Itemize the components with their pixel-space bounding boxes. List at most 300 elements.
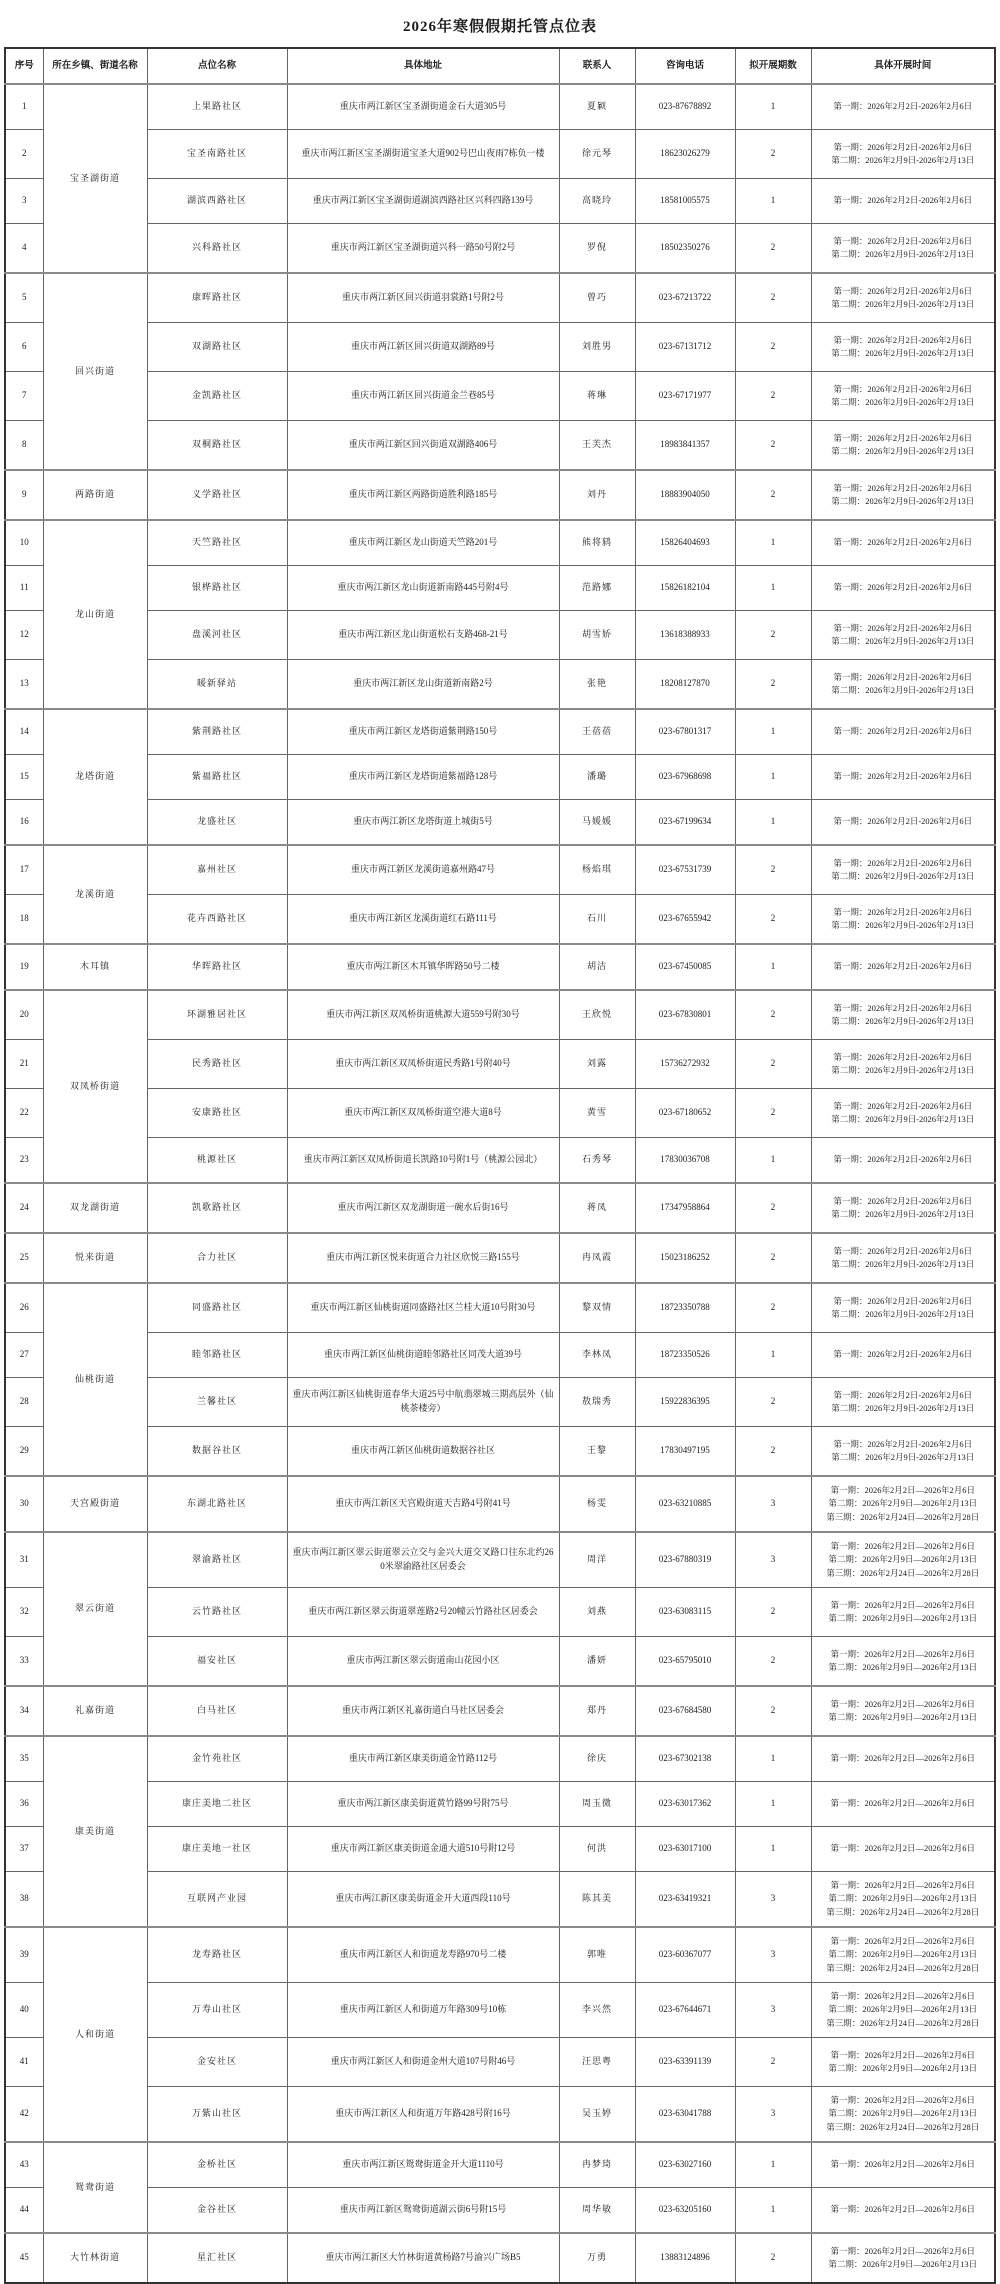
cell-period-count: 1 [735, 179, 811, 224]
column-header-name: 点位名称 [147, 48, 287, 84]
cell-serial-number: 7 [5, 372, 43, 421]
cell-point-name: 紫福路社区 [147, 755, 287, 800]
cell-address: 重庆市两江新区仙桃街道睦邻路社区同茂大道39号 [287, 1333, 559, 1378]
cell-address: 重庆市两江新区龙塔街道紫荆路150号 [287, 709, 559, 755]
schedule-date-line: 第二期：2026年2月9日-2026年2月13日 [831, 1259, 975, 1269]
cell-point-name: 安康路社区 [147, 1089, 287, 1138]
cell-phone-number: 023-67199634 [635, 800, 735, 846]
cell-phone-number: 023-67531739 [635, 845, 735, 895]
cell-schedule-dates [811, 1782, 995, 1827]
schedule-date-line: 第一期：2026年2月2日—2026年2月6日 [830, 1541, 975, 1552]
schedule-date-line: 第一期：2026年2月2日-2026年2月6日 [833, 101, 973, 112]
schedule-date-line: 第二期：2026年2月9日—2026年2月13日 [828, 1498, 978, 1509]
schedule-date-line: 第一期：2026年2月2日-2026年2月6日 [833, 622, 973, 633]
table-row [5, 1532, 995, 1588]
cell-point-name: 金安社区 [147, 2038, 287, 2087]
schedule-date-line: 第二期：2026年2月9日—2026年2月13日 [828, 2259, 978, 2269]
table-row [5, 1333, 995, 1378]
schedule-date-line: 第一期：2026年2月2日-2026年2月6日 [833, 857, 973, 868]
cell-period-count: 2 [735, 273, 811, 323]
cell-contact-person: 陈其美 [559, 1872, 635, 1928]
table-row [5, 755, 995, 800]
cell-serial-number: 24 [5, 1183, 43, 1233]
table-row [5, 1588, 995, 1637]
cell-phone-number: 13883124896 [635, 2233, 735, 2283]
cell-phone-number: 17830036708 [635, 1138, 735, 1184]
cell-serial-number: 28 [5, 1378, 43, 1427]
cell-period-count: 1 [735, 1827, 811, 1872]
cell-serial-number: 1 [5, 84, 43, 130]
cell-serial-number: 42 [5, 2087, 43, 2143]
cell-schedule-dates [811, 1333, 995, 1378]
cell-schedule-dates [811, 130, 995, 179]
cell-address: 重庆市两江新区回兴街道双湖路89号 [287, 323, 559, 372]
cell-period-count: 2 [735, 2233, 811, 2283]
cell-schedule-dates [811, 800, 995, 846]
cell-point-name: 同盛路社区 [147, 1283, 287, 1333]
schedule-date-line: 第一期：2026年2月2日—2026年2月6日 [830, 1991, 975, 2002]
cell-contact-person: 刘丹 [559, 470, 635, 520]
cell-contact-person: 蒋琳 [559, 372, 635, 421]
cell-street-name: 龙塔街道 [43, 709, 147, 845]
cell-serial-number: 11 [5, 566, 43, 611]
cell-serial-number: 31 [5, 1532, 43, 1588]
cell-phone-number: 15922836395 [635, 1378, 735, 1427]
cell-point-name: 嘉州社区 [147, 845, 287, 895]
cell-period-count: 1 [735, 2188, 811, 2234]
cell-street-name: 康美街道 [43, 1736, 147, 1927]
cell-schedule-dates [811, 845, 995, 895]
cell-schedule-dates [811, 2142, 995, 2188]
schedule-date-line: 第一期：2026年2月2日—2026年2月6日 [830, 2159, 975, 2170]
cell-schedule-dates [811, 421, 995, 471]
cell-address: 重庆市两江新区宝圣湖街道兴科一路50号附2号 [287, 224, 559, 274]
table-row [5, 1233, 995, 1283]
cell-schedule-dates [811, 1183, 995, 1233]
schedule-date-line: 第一期：2026年2月2日-2026年2月6日 [833, 1389, 973, 1400]
cell-point-name: 华晖路社区 [147, 944, 287, 990]
cell-period-count: 2 [735, 1040, 811, 1089]
column-header-periods: 拟开展期数 [735, 48, 811, 84]
cell-schedule-dates [811, 1089, 995, 1138]
schedule-date-line: 第二期：2026年2月9日-2026年2月13日 [831, 685, 975, 695]
cell-address: 重庆市两江新区礼嘉街道白马社区居委会 [287, 1686, 559, 1736]
schedule-date-line: 第二期：2026年2月9日—2026年2月13日 [828, 2004, 978, 2015]
cell-period-count: 2 [735, 1183, 811, 1233]
cell-phone-number: 023-63017362 [635, 1782, 735, 1827]
cell-schedule-dates [811, 709, 995, 755]
cell-period-count: 1 [735, 2142, 811, 2188]
schedule-date-line: 第一期：2026年2月2日-2026年2月6日 [833, 816, 973, 827]
cell-phone-number: 023-63210885 [635, 1476, 735, 1532]
cell-address: 重庆市两江新区康美街道金开大道西段110号 [287, 1872, 559, 1928]
cell-schedule-dates [811, 2233, 995, 2283]
cell-address: 重庆市两江新区翠云街道翠莲路2号20幢云竹路社区居委会 [287, 1588, 559, 1637]
cell-period-count: 2 [735, 990, 811, 1040]
cell-serial-number: 4 [5, 224, 43, 274]
cell-point-name: 龙盛社区 [147, 800, 287, 846]
cell-phone-number: 15023186252 [635, 1233, 735, 1283]
table-row [5, 2038, 995, 2087]
schedule-date-line: 第一期：2026年2月2日-2026年2月6日 [833, 1349, 973, 1360]
cell-point-name: 白马社区 [147, 1686, 287, 1736]
cell-period-count: 1 [735, 1138, 811, 1184]
schedule-date-line: 第一期：2026年2月2日-2026年2月6日 [833, 141, 973, 152]
cell-schedule-dates [811, 1983, 995, 2038]
cell-point-name: 互联网产业园 [147, 1872, 287, 1928]
cell-point-name: 天竺路社区 [147, 520, 287, 566]
cell-street-name: 宝圣湖街道 [43, 84, 147, 273]
cell-address: 重庆市两江新区康美街道金通大道510号附12号 [287, 1827, 559, 1872]
table-row [5, 2233, 995, 2283]
cell-schedule-dates [811, 224, 995, 274]
schedule-date-line: 第一期：2026年2月2日-2026年2月6日 [833, 671, 973, 682]
cell-point-name: 数据谷社区 [147, 1427, 287, 1477]
schedule-date-line: 第一期：2026年2月2日-2026年2月6日 [833, 1002, 973, 1013]
cell-period-count: 2 [735, 323, 811, 372]
cell-serial-number: 30 [5, 1476, 43, 1532]
cell-serial-number: 41 [5, 2038, 43, 2087]
cell-phone-number: 023-63083115 [635, 1588, 735, 1637]
cell-schedule-dates [811, 1927, 995, 1983]
cell-period-count: 2 [735, 895, 811, 945]
cell-contact-person: 冉凤霞 [559, 1233, 635, 1283]
cell-schedule-dates [811, 1476, 995, 1532]
cell-phone-number: 023-67131712 [635, 323, 735, 372]
cell-serial-number: 45 [5, 2233, 43, 2283]
schedule-date-line: 第二期：2026年2月9日-2026年2月13日 [831, 1452, 975, 1462]
cell-period-count: 3 [735, 1532, 811, 1588]
table-header-row [5, 48, 995, 84]
cell-phone-number: 023-67830801 [635, 990, 735, 1040]
cell-serial-number: 26 [5, 1283, 43, 1333]
cell-period-count: 2 [735, 611, 811, 660]
column-header-street: 所在乡镇、街道名称 [43, 48, 147, 84]
cell-schedule-dates [811, 895, 995, 945]
cell-address: 重庆市两江新区天宫殿街道天吉路4号附41号 [287, 1476, 559, 1532]
cell-schedule-dates [811, 323, 995, 372]
table-row [5, 1283, 995, 1333]
cell-address: 重庆市两江新区龙山街道新南路2号 [287, 660, 559, 710]
table-row [5, 1637, 995, 1687]
schedule-date-line: 第二期：2026年2月9日-2026年2月13日 [831, 249, 975, 259]
cell-phone-number: 18983841357 [635, 421, 735, 471]
schedule-date-line: 第三期：2026年2月24日—2026年2月28日 [826, 2121, 980, 2132]
cell-phone-number: 023-67171977 [635, 372, 735, 421]
cell-serial-number: 35 [5, 1736, 43, 1782]
table-row [5, 224, 995, 274]
cell-street-name: 人和街道 [43, 1927, 147, 2142]
cell-point-name: 暖新驿站 [147, 660, 287, 710]
cell-serial-number: 3 [5, 179, 43, 224]
schedule-date-line: 第二期：2026年2月9日—2026年2月13日 [828, 1949, 978, 1960]
cell-period-count: 2 [735, 1588, 811, 1637]
cell-serial-number: 13 [5, 660, 43, 710]
cell-contact-person: 胡洁 [559, 944, 635, 990]
cell-period-count: 2 [735, 845, 811, 895]
cell-serial-number: 40 [5, 1983, 43, 2038]
cell-serial-number: 19 [5, 944, 43, 990]
cell-point-name: 银桦路社区 [147, 566, 287, 611]
schedule-date-line: 第一期：2026年2月2日-2026年2月6日 [833, 1051, 973, 1062]
schedule-date-line: 第一期：2026年2月2日—2026年2月6日 [830, 1798, 975, 1809]
schedule-date-line: 第一期：2026年2月2日—2026年2月6日 [830, 1880, 975, 1891]
table-row [5, 566, 995, 611]
cell-address: 重庆市两江新区宝圣湖街道金石大道305号 [287, 84, 559, 130]
cell-contact-person: 杨焰琪 [559, 845, 635, 895]
cell-phone-number: 023-67684580 [635, 1686, 735, 1736]
care-points-table [4, 47, 996, 2284]
cell-address: 重庆市两江新区宝圣湖街道宝圣大道902号巴山夜雨7栋负一楼 [287, 130, 559, 179]
cell-period-count: 1 [735, 520, 811, 566]
cell-street-name: 礼嘉街道 [43, 1686, 147, 1736]
cell-schedule-dates [811, 273, 995, 323]
schedule-date-line: 第一期：2026年2月2日-2026年2月6日 [833, 1295, 973, 1306]
schedule-date-line: 第二期：2026年2月9日-2026年2月13日 [831, 397, 975, 407]
table-row [5, 611, 995, 660]
cell-serial-number: 20 [5, 990, 43, 1040]
schedule-date-line: 第二期：2026年2月9日-2026年2月13日 [831, 1403, 975, 1413]
cell-address: 重庆市两江新区龙山街道新南路445号附4号 [287, 566, 559, 611]
cell-point-name: 金凯路社区 [147, 372, 287, 421]
cell-point-name: 翠渝路社区 [147, 1532, 287, 1588]
cell-point-name: 龙寿路社区 [147, 1927, 287, 1983]
cell-period-count: 2 [735, 130, 811, 179]
cell-point-name: 民秀路社区 [147, 1040, 287, 1089]
schedule-date-line: 第二期：2026年2月9日-2026年2月13日 [831, 871, 975, 881]
schedule-date-line: 第一期：2026年2月2日—2026年2月6日 [830, 2204, 975, 2215]
cell-period-count: 1 [735, 944, 811, 990]
cell-phone-number: 023-67644671 [635, 1983, 735, 2038]
cell-serial-number: 14 [5, 709, 43, 755]
cell-contact-person: 刘燕 [559, 1588, 635, 1637]
cell-point-name: 义学路社区 [147, 470, 287, 520]
cell-serial-number: 9 [5, 470, 43, 520]
cell-serial-number: 38 [5, 1872, 43, 1928]
schedule-date-line: 第一期：2026年2月2日-2026年2月6日 [833, 537, 973, 548]
cell-point-name: 康庄美地二社区 [147, 1782, 287, 1827]
schedule-date-line: 第二期：2026年2月9日—2026年2月13日 [828, 2108, 978, 2119]
cell-contact-person: 王黎 [559, 1427, 635, 1477]
cell-street-name: 龙山街道 [43, 520, 147, 709]
cell-point-name: 星汇社区 [147, 2233, 287, 2283]
cell-schedule-dates [811, 566, 995, 611]
cell-contact-person: 汪思粤 [559, 2038, 635, 2087]
cell-serial-number: 18 [5, 895, 43, 945]
cell-address: 重庆市两江新区悦来街道合力社区欣悦三路155号 [287, 1233, 559, 1283]
cell-point-name: 紫荆路社区 [147, 709, 287, 755]
schedule-date-line: 第一期：2026年2月2日—2026年2月6日 [830, 2245, 975, 2256]
cell-contact-person: 熊将鸫 [559, 520, 635, 566]
cell-phone-number: 18723350526 [635, 1333, 735, 1378]
cell-phone-number: 17347958864 [635, 1183, 735, 1233]
table-row [5, 2188, 995, 2234]
cell-schedule-dates [811, 520, 995, 566]
cell-phone-number: 023-67968698 [635, 755, 735, 800]
cell-period-count: 2 [735, 1427, 811, 1477]
cell-serial-number: 33 [5, 1637, 43, 1687]
table-row [5, 470, 995, 520]
table-row [5, 1927, 995, 1983]
schedule-date-line: 第一期：2026年2月2日—2026年2月6日 [830, 1698, 975, 1709]
cell-address: 重庆市两江新区鸳鸯街道金开大道1110号 [287, 2142, 559, 2188]
cell-street-name: 双龙湖街道 [43, 1183, 147, 1233]
table-row [5, 2087, 995, 2143]
cell-address: 重庆市两江新区双凤桥街道长凯路10号附1号（桃源公园北） [287, 1138, 559, 1184]
schedule-date-line: 第一期：2026年2月2日-2026年2月6日 [833, 961, 973, 972]
schedule-date-line: 第二期：2026年2月9日-2026年2月13日 [831, 299, 975, 309]
schedule-date-line: 第一期：2026年2月2日—2026年2月6日 [830, 1936, 975, 1947]
cell-schedule-dates [811, 755, 995, 800]
cell-address: 重庆市两江新区双凤桥街道桃源大道559号附30号 [287, 990, 559, 1040]
cell-phone-number: 17830497195 [635, 1427, 735, 1477]
cell-contact-person: 罗倪 [559, 224, 635, 274]
cell-serial-number: 44 [5, 2188, 43, 2234]
schedule-date-line: 第二期：2026年2月9日-2026年2月13日 [831, 1114, 975, 1124]
cell-street-name: 大竹林街道 [43, 2233, 147, 2283]
cell-point-name: 盘溪河社区 [147, 611, 287, 660]
cell-period-count: 2 [735, 1686, 811, 1736]
cell-schedule-dates [811, 1532, 995, 1588]
cell-street-name: 鸳鸯街道 [43, 2142, 147, 2233]
cell-contact-person: 李兴然 [559, 1983, 635, 2038]
table-row [5, 800, 995, 846]
cell-phone-number: 18581005575 [635, 179, 735, 224]
table-row [5, 944, 995, 990]
cell-point-name: 万寿山社区 [147, 1983, 287, 2038]
schedule-date-line: 第一期：2026年2月2日-2026年2月6日 [833, 235, 973, 246]
table-row [5, 1089, 995, 1138]
cell-street-name: 天宫殿街道 [43, 1476, 147, 1532]
cell-serial-number: 2 [5, 130, 43, 179]
cell-point-name: 兴科路社区 [147, 224, 287, 274]
cell-serial-number: 12 [5, 611, 43, 660]
cell-street-name: 悦来街道 [43, 1233, 147, 1283]
cell-point-name: 康晖路社区 [147, 273, 287, 323]
cell-schedule-dates [811, 84, 995, 130]
schedule-date-line: 第一期：2026年2月2日-2026年2月6日 [833, 582, 973, 593]
cell-point-name: 万紫山社区 [147, 2087, 287, 2143]
cell-schedule-dates [811, 1872, 995, 1928]
cell-schedule-dates [811, 179, 995, 224]
cell-phone-number: 023-67180652 [635, 1089, 735, 1138]
schedule-date-line: 第二期：2026年2月9日—2026年2月13日 [828, 1712, 978, 1722]
cell-serial-number: 16 [5, 800, 43, 846]
schedule-date-line: 第一期：2026年2月2日-2026年2月6日 [833, 432, 973, 443]
cell-phone-number: 023-67655942 [635, 895, 735, 945]
cell-contact-person: 黄雪 [559, 1089, 635, 1138]
schedule-date-line: 第二期：2026年2月9日-2026年2月13日 [831, 496, 975, 506]
cell-phone-number: 18502350276 [635, 224, 735, 274]
cell-period-count: 1 [735, 1333, 811, 1378]
cell-serial-number: 15 [5, 755, 43, 800]
schedule-date-line: 第一期：2026年2月2日-2026年2月6日 [833, 1438, 973, 1449]
schedule-date-line: 第一期：2026年2月2日—2026年2月6日 [830, 2095, 975, 2106]
table-row [5, 84, 995, 130]
cell-street-name: 木耳镇 [43, 944, 147, 990]
cell-period-count: 2 [735, 1637, 811, 1687]
cell-point-name: 兰馨社区 [147, 1378, 287, 1427]
cell-point-name: 康庄美地一社区 [147, 1827, 287, 1872]
schedule-date-line: 第一期：2026年2月2日—2026年2月6日 [830, 1599, 975, 1610]
schedule-date-line: 第一期：2026年2月2日-2026年2月6日 [833, 726, 973, 737]
cell-period-count: 3 [735, 1983, 811, 2038]
cell-contact-person: 刘胜男 [559, 323, 635, 372]
cell-address: 重庆市两江新区回兴街道双湖路406号 [287, 421, 559, 471]
cell-contact-person: 曾巧 [559, 273, 635, 323]
cell-point-name: 宝圣南路社区 [147, 130, 287, 179]
cell-schedule-dates [811, 611, 995, 660]
cell-point-name: 金谷社区 [147, 2188, 287, 2234]
column-header-addr: 具体地址 [287, 48, 559, 84]
cell-point-name: 福安社区 [147, 1637, 287, 1687]
table-row [5, 895, 995, 945]
schedule-date-line: 第二期：2026年2月9日-2026年2月13日 [831, 1309, 975, 1319]
table-row [5, 273, 995, 323]
cell-contact-person: 高晓玲 [559, 179, 635, 224]
cell-period-count: 2 [735, 1283, 811, 1333]
table-row [5, 520, 995, 566]
cell-serial-number: 34 [5, 1686, 43, 1736]
cell-schedule-dates [811, 1588, 995, 1637]
schedule-date-line: 第二期：2026年2月9日-2026年2月13日 [831, 1065, 975, 1075]
cell-period-count: 1 [735, 1736, 811, 1782]
cell-serial-number: 6 [5, 323, 43, 372]
cell-point-name: 双桐路社区 [147, 421, 287, 471]
schedule-date-line: 第三期：2026年2月24日—2026年2月28日 [826, 2017, 980, 2028]
cell-period-count: 2 [735, 2038, 811, 2087]
cell-schedule-dates [811, 1233, 995, 1283]
cell-street-name: 仙桃街道 [43, 1283, 147, 1476]
cell-contact-person: 冉梦琦 [559, 2142, 635, 2188]
cell-street-name: 回兴街道 [43, 273, 147, 470]
cell-period-count: 3 [735, 2087, 811, 2143]
cell-address: 重庆市两江新区人和街道万年路309号10栋 [287, 1983, 559, 2038]
cell-phone-number: 023-63041788 [635, 2087, 735, 2143]
cell-serial-number: 21 [5, 1040, 43, 1089]
cell-point-name: 金竹苑社区 [147, 1736, 287, 1782]
column-header-contact: 联系人 [559, 48, 635, 84]
cell-schedule-dates [811, 1283, 995, 1333]
table-row [5, 1427, 995, 1477]
cell-address: 重庆市两江新区翠云街道翠云立交与金兴大道交叉路口往东北约260米翠渝路社区居委会 [287, 1532, 559, 1588]
schedule-date-line: 第一期：2026年2月2日-2026年2月6日 [833, 195, 973, 206]
cell-point-name: 环湖雅居社区 [147, 990, 287, 1040]
cell-contact-person: 黎双情 [559, 1283, 635, 1333]
cell-point-name: 云竹路社区 [147, 1588, 287, 1637]
cell-contact-person: 夏颖 [559, 84, 635, 130]
schedule-date-line: 第一期：2026年2月2日-2026年2月6日 [833, 1100, 973, 1111]
cell-contact-person: 徐元琴 [559, 130, 635, 179]
cell-period-count: 2 [735, 421, 811, 471]
schedule-date-line: 第一期：2026年2月2日—2026年2月6日 [830, 2049, 975, 2060]
cell-phone-number: 023-60367077 [635, 1927, 735, 1983]
cell-phone-number: 023-67302138 [635, 1736, 735, 1782]
table-row [5, 1378, 995, 1427]
cell-contact-person: 何洪 [559, 1827, 635, 1872]
cell-phone-number: 18623026279 [635, 130, 735, 179]
cell-address: 重庆市两江新区回兴街道金兰巷85号 [287, 372, 559, 421]
cell-serial-number: 23 [5, 1138, 43, 1184]
schedule-date-line: 第一期：2026年2月2日—2026年2月6日 [830, 1485, 975, 1496]
table-row [5, 2142, 995, 2188]
cell-phone-number: 023-67450085 [635, 944, 735, 990]
cell-phone-number: 023-65795010 [635, 1637, 735, 1687]
cell-contact-person: 王芙杰 [559, 421, 635, 471]
cell-schedule-dates [811, 470, 995, 520]
cell-address: 重庆市两江新区翠云街道南山花园小区 [287, 1637, 559, 1687]
cell-contact-person: 范路娜 [559, 566, 635, 611]
